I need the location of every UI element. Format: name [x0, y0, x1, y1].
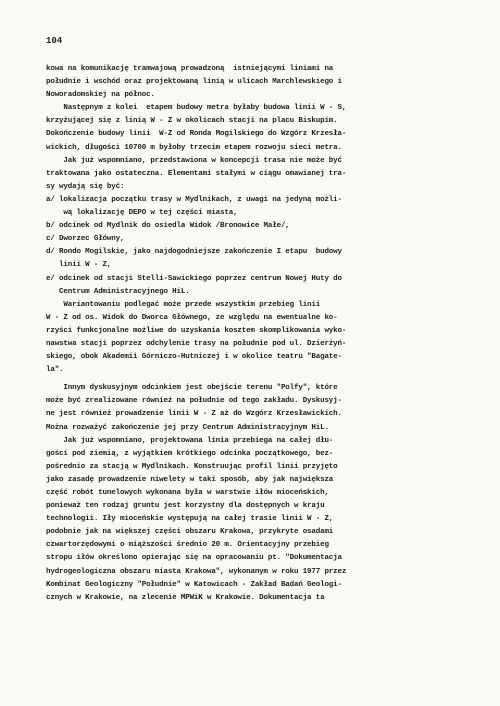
- text-line: b/ odcinek od Mydlnik do osiedla Widok /Bronowice Małe/,: [46, 222, 290, 231]
- text-line: kowa na komunikację tramwajową prowadzoną istniejącymi liniami na: [46, 65, 334, 73]
- text-line: cznych w Krakowie, na zlecenie MPWiK w Krakowie. Dokumentacja ta: [46, 593, 325, 602]
- text-line: a/ lokalizacja początku trasy w Mydlnikach, z uwagi na jedyną możli-: [46, 195, 342, 204]
- text-line: ponieważ ten rodzaj gruntu jest korzystny dla dostępnych w kraju: [46, 502, 325, 511]
- text-line: Dokończenie budowy linii W-Z od Ronda Mogilskiego do Wzgórz Krzesła-: [46, 130, 347, 139]
- text-line: stropu iłów określono opierając się na opracowaniu pt. "Dokumentacja: [46, 554, 342, 563]
- text-line: pośrednio za stacją w Mydlnikach. Konstruując profil linii przyjęto: [46, 462, 338, 471]
- text-line: jako zasadę prowadzenie niwelety w taki sposób, aby jak największa: [46, 475, 334, 484]
- text-line: e/ odcinek od stacji Stelli-Sawickiego poprzez centrum Nowej Huty do: [46, 274, 342, 283]
- text-line: Następnym z kolei etapem budowy metra byłaby budowa linii W - S,: [46, 104, 347, 113]
- text-line: la".: [46, 366, 64, 375]
- body-text: [46, 63, 448, 605]
- text-line: część robót tunelowych wykonana była w warstwie iłów mioceńskich,: [46, 489, 329, 497]
- text-line: rzyści funkcjonalne możliwe do uzyskania kosztem skomplikowania wyko-: [46, 326, 347, 335]
- text-line: technologii. Iły mioceńskie występują na całej trasie linii W - Z,: [46, 515, 334, 524]
- text-line: czwartorzędowymi o miąższości średnio 20 m. Orientacyjny przebieg: [46, 541, 329, 550]
- text-line: linii W - Z,: [46, 261, 112, 270]
- text-line: Centrum Administracyjnego HiL.: [46, 287, 190, 296]
- text-line: ne jest również prowadzenie linii W - Z aż do Wzgórz Krzesławickich.: [46, 410, 342, 419]
- text-line: sy wydają się być:: [46, 182, 125, 191]
- text-line: W - Z od os. Widok do Dworca Głównego, ze względu na ewentualne ko-: [46, 313, 338, 322]
- text-line: c/ Dworzec Główny,: [46, 235, 125, 244]
- text-line: traktowana jako ostateczna. Elementami stałymi w ciągu omawianej tra-: [46, 169, 347, 178]
- text-line: wickich, długości 10700 m byłoby trzecim etapem rozwoju sieci metra.: [46, 143, 342, 152]
- text-line: Jak już wspomniano, przedstawiona w koncepcji trasa nie może być: [46, 156, 342, 165]
- text-line: południe i wschód oraz projektowaną linią w ulicach Marchlewskiego i: [46, 78, 342, 87]
- text-line: krzyżującej się z linią W - Z w okolicach stacji na placu Biskupim.: [46, 117, 338, 126]
- text-line: nawstwa stacji poprzez odchylenie trasy na południe pod ul. Dzierżyń-: [46, 339, 347, 348]
- text-line: Można rozważyć zakończenie jej przy Centrum Administracyjnym HiL.: [46, 423, 329, 432]
- text-line: hydrogeologiczna obszaru miasta Krakowa", wykonanym w roku 1977 przez: [46, 567, 347, 576]
- text-line: gości pod ziemią, z wyjątkiem krótkiego odcinka początkowego, bez-: [46, 449, 334, 458]
- text-line: Noworadomskiej na północ.: [46, 91, 155, 100]
- text-line: Jak już wspomniano, projektowana linia przebiega na całej dłu-: [46, 436, 334, 445]
- page-number: 104: [46, 36, 63, 46]
- text-line: podobnie jak na większej części obszaru Krakowa, przykryte osadami: [46, 528, 334, 537]
- text-line: Wariantowaniu podlegać może przede wszystkim przebieg linii: [46, 300, 321, 309]
- text-line: skiego, obok Akademii Górniczo-Hutniczej i w okolice teatru "Bagatе-: [46, 353, 342, 362]
- text-line: d/ Rondo Mogilskie, jako najdogodniejsze zakończenie I etapu budowy: [46, 248, 342, 257]
- text-line: Kombinat Geologiczny "Południe" w Katowicach - Zakład Badań Geologi-: [46, 580, 342, 589]
- text-line: wą lokalizację DEPO w tej części miasta,: [46, 209, 238, 218]
- text-line: Innym dyskusyjnym odcinkiem jest obejście terenu "Polfy", które: [46, 384, 338, 393]
- text-line: może być zrealizowane również na południe od tego zakładu. Dyskusyj-: [46, 397, 342, 406]
